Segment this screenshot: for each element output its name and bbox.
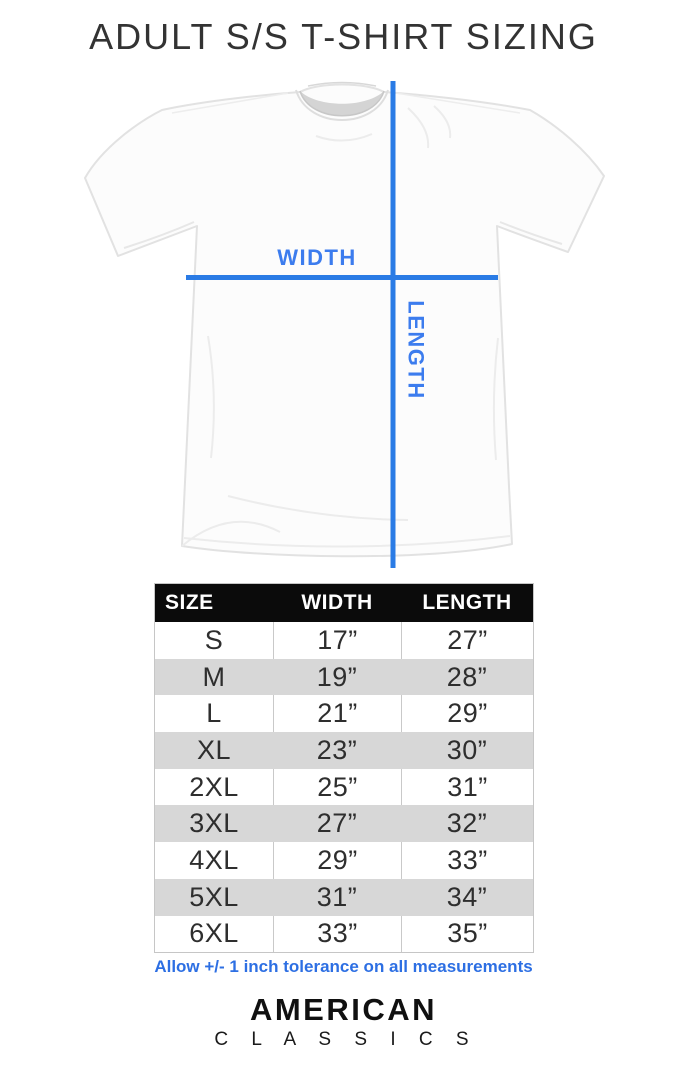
width-cell: 27” xyxy=(316,808,358,839)
size-cell: S xyxy=(204,624,224,655)
width-cell: 17” xyxy=(273,622,401,659)
table-row xyxy=(155,916,533,953)
length-cell: 31” xyxy=(401,769,533,806)
size-cell: 6XL xyxy=(189,918,239,949)
width-measure-line xyxy=(186,275,498,280)
header-length: LENGTH xyxy=(422,591,512,614)
brand-subname: C L A S S I C S xyxy=(214,1028,478,1050)
length-cell: 30” xyxy=(446,734,488,765)
header-width: WIDTH xyxy=(301,591,373,614)
table-row xyxy=(155,622,533,659)
page-title: ADULT S/S T-SHIRT SIZING xyxy=(89,16,598,57)
length-cell: 28” xyxy=(446,661,488,692)
length-measure-line xyxy=(391,81,396,568)
table-row xyxy=(155,732,533,769)
length-cell: 35” xyxy=(401,916,533,953)
table-row xyxy=(155,695,533,732)
width-cell: 31” xyxy=(316,881,358,912)
tolerance-note: Allow +/- 1 inch tolerance on all measurements xyxy=(154,957,533,976)
size-table-header xyxy=(155,584,533,622)
size-cell: 5XL xyxy=(189,881,239,912)
table-body xyxy=(155,622,533,952)
size-cell: 2XL xyxy=(189,771,239,802)
width-cell: 29” xyxy=(273,842,401,879)
width-cell: 23” xyxy=(316,734,358,765)
header-size: SIZE xyxy=(165,591,214,614)
size-cell: XL xyxy=(196,734,232,765)
length-cell: 34” xyxy=(446,881,488,912)
table-row xyxy=(155,879,533,916)
width-cell: 19” xyxy=(316,661,358,692)
size-cell: L xyxy=(206,698,222,729)
table-row xyxy=(155,659,533,696)
length-label: LENGTH xyxy=(403,300,429,400)
table-row xyxy=(155,769,533,806)
size-cell: M xyxy=(202,661,226,692)
size-cell: 3XL xyxy=(189,808,239,839)
width-cell: 21” xyxy=(273,695,401,732)
width-label: WIDTH xyxy=(277,245,357,270)
size-cell: 4XL xyxy=(189,844,239,875)
size-table xyxy=(154,583,534,953)
length-cell: 29” xyxy=(401,695,533,732)
length-cell: 33” xyxy=(401,842,533,879)
tshirt-measurement-diagram xyxy=(78,76,610,582)
tshirt-illustration xyxy=(85,81,604,568)
width-cell: 33” xyxy=(273,916,401,953)
table-row xyxy=(155,805,533,842)
table-row xyxy=(155,842,533,879)
brand-name: AMERICAN xyxy=(249,992,438,1027)
brand-logo xyxy=(0,994,687,1051)
length-cell: 27” xyxy=(401,622,533,659)
width-cell: 25” xyxy=(273,769,401,806)
length-cell: 32” xyxy=(446,808,488,839)
